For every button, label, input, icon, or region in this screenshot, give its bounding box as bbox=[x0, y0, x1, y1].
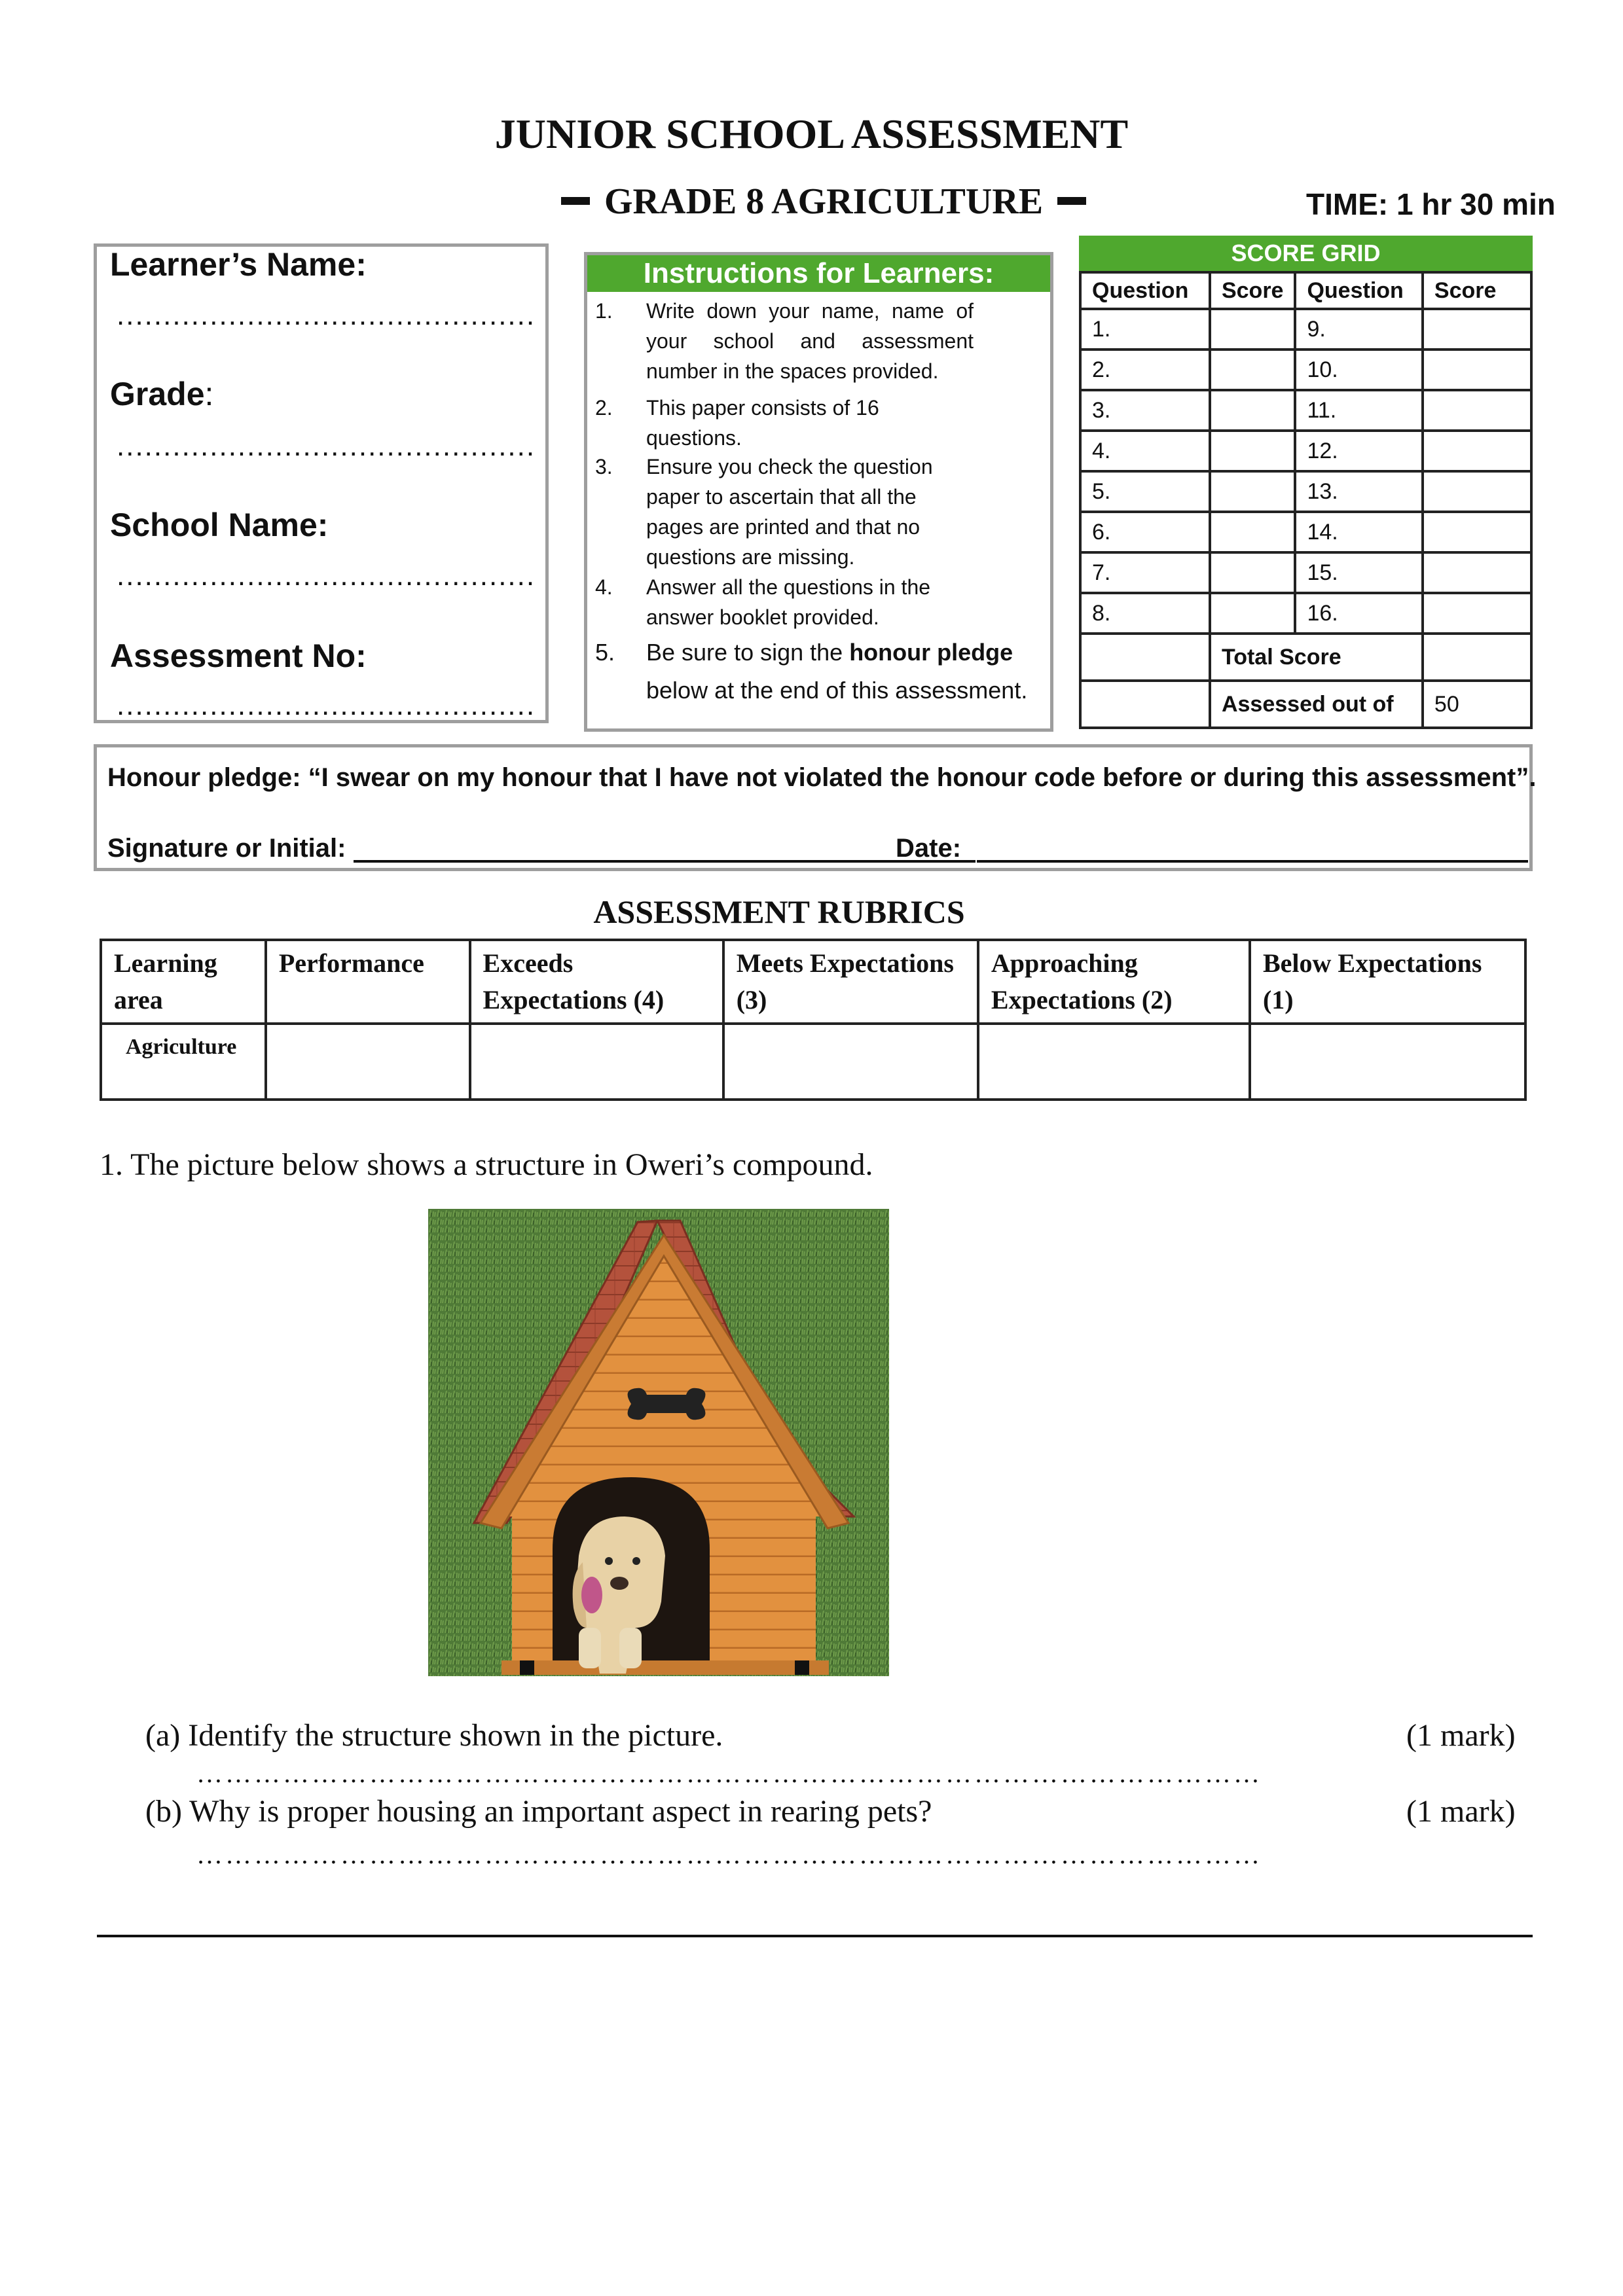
score-cell[interactable] bbox=[1423, 471, 1531, 512]
page-subtitle bbox=[547, 181, 1101, 223]
doghouse-picture bbox=[428, 1209, 889, 1676]
score-table-header: Question Score Question Score bbox=[1080, 272, 1531, 309]
score-cell[interactable] bbox=[1423, 593, 1531, 634]
instruction-item: 2. This paper consists of 16 questions. bbox=[595, 396, 879, 450]
assessment-no-field[interactable]: ............................................. bbox=[117, 689, 536, 721]
score-cell[interactable] bbox=[1210, 350, 1296, 390]
signature-field[interactable] bbox=[354, 860, 976, 863]
right-dash bbox=[1057, 197, 1086, 205]
rubric-cell[interactable] bbox=[1250, 1024, 1525, 1100]
instructions-heading: Instructions for Learners: bbox=[587, 255, 1050, 292]
rubric-cell[interactable] bbox=[723, 1024, 978, 1100]
instruction-item: 1. Write down your name, name of your school and assessment number in the spaces provided. bbox=[595, 299, 974, 383]
table-row: 8. 16. bbox=[1080, 593, 1531, 634]
signature-label: Signature or Initial: bbox=[107, 834, 346, 863]
grade-field[interactable]: ............................................. bbox=[117, 430, 536, 462]
honour-pledge-box bbox=[94, 744, 1537, 871]
learner-details-box bbox=[94, 243, 549, 723]
score-cell[interactable] bbox=[1423, 431, 1531, 471]
left-dash bbox=[561, 197, 590, 205]
question-1-stem: 1. The picture below shows a structure in Oweri’s compound. bbox=[100, 1147, 873, 1182]
score-cell[interactable] bbox=[1210, 390, 1296, 431]
rubric-cell[interactable] bbox=[978, 1024, 1250, 1100]
score-cell[interactable] bbox=[1210, 309, 1296, 350]
score-cell[interactable] bbox=[1210, 593, 1296, 634]
question-1a-marks: (1 mark) bbox=[1406, 1718, 1516, 1753]
page-title: JUNIOR SCHOOL ASSESSMENT bbox=[494, 111, 1129, 157]
score-cell[interactable] bbox=[1210, 431, 1296, 471]
school-name-label: School Name: bbox=[110, 507, 329, 543]
score-grid bbox=[1079, 236, 1533, 729]
learner-name-label: Learner’s Name: bbox=[110, 246, 367, 283]
table-row: 3. 11. bbox=[1080, 390, 1531, 431]
rubrics-title: ASSESSMENT RUBRICS bbox=[593, 893, 965, 930]
score-cell[interactable] bbox=[1423, 309, 1531, 350]
rubrics-row-agriculture: Agriculture bbox=[101, 1024, 1525, 1100]
rubric-cell[interactable] bbox=[266, 1024, 470, 1100]
total-score-row: Total Score bbox=[1080, 634, 1531, 681]
question-1a: (a) Identify the structure shown in the picture. bbox=[145, 1718, 723, 1753]
table-row: 4. 12. bbox=[1080, 431, 1531, 471]
table-row: 2. 10. bbox=[1080, 350, 1531, 390]
total-score-cell[interactable] bbox=[1423, 634, 1531, 681]
instruction-item: 5. Be sure to sign the honour pledge below at the end of this assessment. bbox=[595, 639, 1028, 704]
learner-name-field[interactable]: ............................................. bbox=[117, 299, 536, 331]
bottom-divider bbox=[97, 1935, 1533, 1937]
rubric-cell[interactable] bbox=[470, 1024, 723, 1100]
score-cell[interactable] bbox=[1423, 350, 1531, 390]
date-field[interactable] bbox=[977, 860, 1528, 863]
score-cell[interactable] bbox=[1423, 552, 1531, 593]
table-row: 6. 14. bbox=[1080, 512, 1531, 552]
instruction-item: 4. Answer all the questions in the answer booklet provided. bbox=[595, 575, 931, 629]
score-cell[interactable] bbox=[1210, 471, 1296, 512]
score-cell[interactable] bbox=[1423, 512, 1531, 552]
score-cell[interactable] bbox=[1210, 512, 1296, 552]
instruction-item: 3. Ensure you check the question paper to ascertain that all the pages are printed and that no questions are missing. bbox=[595, 455, 933, 569]
table-row: 5. 13. bbox=[1080, 471, 1531, 512]
assessed-out-of-value: 50 bbox=[1423, 681, 1531, 728]
table-row: 1. 9. bbox=[1080, 309, 1531, 350]
score-cell[interactable] bbox=[1210, 552, 1296, 593]
time-allowed: TIME: 1 hr 30 min bbox=[1306, 187, 1556, 221]
score-table bbox=[1079, 271, 1533, 729]
question-1b: (b) Why is proper housing an important aspect in rearing pets? bbox=[145, 1794, 932, 1829]
assessed-out-of-row: Assessed out of 50 bbox=[1080, 681, 1531, 728]
rubrics-header-row: Learning area Performance Exceeds Expectations (4) Meets Expectations (3) Approaching Expectations (2) Below Expectations (1) bbox=[101, 940, 1525, 1024]
honour-pledge-text: Honour pledge: “I swear on my honour that I have not violated the honour code before or during this assessment”. bbox=[107, 763, 1537, 792]
subtitle-text: GRADE 8 AGRICULTURE bbox=[604, 181, 1044, 222]
question-1b-marks: (1 mark) bbox=[1406, 1794, 1516, 1829]
answer-line-1a[interactable]: ………………………………………………………………………………………………… bbox=[196, 1759, 1262, 1788]
date-label: Date: bbox=[896, 834, 962, 863]
rubrics-table bbox=[100, 939, 1527, 1101]
table-row: 7. 15. bbox=[1080, 552, 1531, 593]
school-name-field[interactable]: ............................................. bbox=[117, 560, 536, 592]
assessment-no-label: Assessment No: bbox=[110, 637, 367, 674]
score-cell[interactable] bbox=[1423, 390, 1531, 431]
answer-line-1b[interactable]: ………………………………………………………………………………………………… bbox=[196, 1840, 1262, 1869]
grade-label: Grade: bbox=[110, 376, 214, 412]
score-grid-heading: SCORE GRID bbox=[1079, 236, 1533, 271]
instructions-box bbox=[584, 252, 1053, 732]
